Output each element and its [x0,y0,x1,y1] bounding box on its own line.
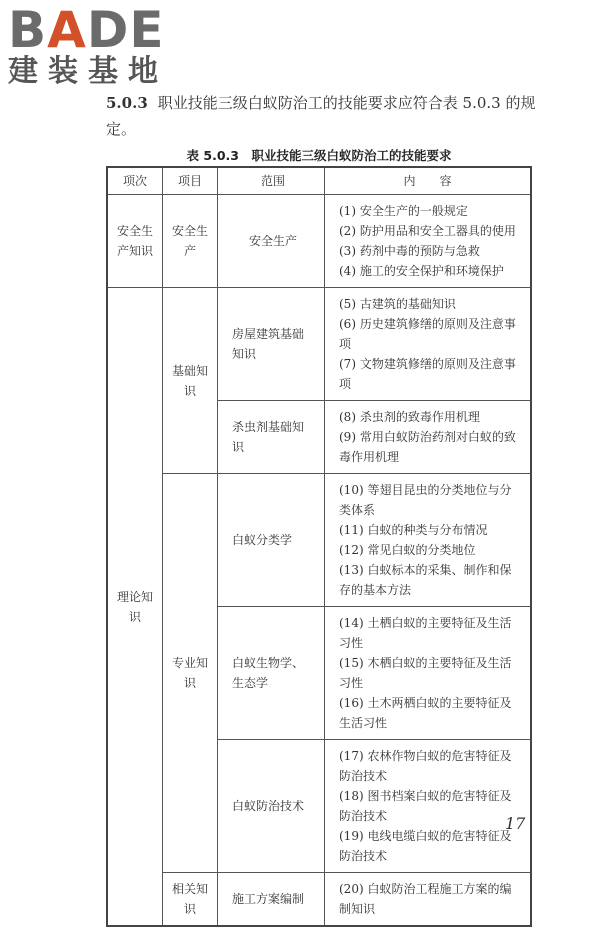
content-item: (19) 电线电缆白蚁的危害特征及防治技术 [339,829,512,863]
content-cell [325,474,532,607]
content-cell [325,195,532,288]
table-row [107,873,531,927]
clause-text: 职业技能三级白蚁防治工的技能要求应符合表 5.0.3 的规定。 [106,94,536,138]
content-item: (4) 施工的安全保护和环境保护 [339,264,504,278]
content-item: (9) 常用白蚁防治药剂对白蚁的致毒作用机理 [339,430,516,464]
category-cell: 理论知识 [107,288,163,927]
content-item: (20) 白蚁防治工程施工方案的编制知识 [339,882,512,916]
skills-table [106,166,532,927]
scope-cell: 施工方案编制 [218,873,325,927]
content-item: (10) 等翅目昆虫的分类地位与分类体系 [339,483,512,517]
content-item: (18) 图书档案白蚁的危害特征及防治技术 [339,789,512,823]
table-header-row [107,167,531,195]
content-cell [325,740,532,873]
header-scope: 范围 [218,167,325,195]
logo-letters-de: DE [86,1,165,59]
header-category: 项次 [107,167,163,195]
logo-subtitle: 建装基地 [8,54,168,89]
item-cell: 安全生产 [163,195,218,288]
scope-cell: 白蚁生物学、生态学 [218,607,325,740]
scope-cell: 安全生产 [218,195,325,288]
content-item: (11) 白蚁的种类与分布情况 [339,523,488,537]
content-cell [325,607,532,740]
content-item: (3) 药剂中毒的预防与急救 [339,244,480,258]
bade-logo [8,1,178,89]
item-cell: 基础知识 [163,288,218,474]
scope-cell: 杀虫剂基础知识 [218,401,325,474]
table-row [107,474,531,607]
table-row [107,195,531,288]
content-item: (12) 常见白蚁的分类地位 [339,543,476,557]
content-item: (13) 白蚁标本的采集、制作和保存的基本方法 [339,563,512,597]
logo-letter-a: A [47,1,87,59]
logo-letter-b: B [8,1,48,59]
item-cell: 专业知识 [163,474,218,873]
content-cell [325,401,532,474]
item-cell: 相关知识 [163,873,218,927]
table-row [107,288,531,401]
content-item: (14) 土栖白蚁的主要特征及生活习性 [339,616,512,650]
content-cell [325,288,532,401]
content-item: (1) 安全生产的一般规定 [339,204,468,218]
table-caption: 表 5.0.3 职业技能三级白蚁防治工的技能要求 [186,148,452,163]
content-item: (6) 历史建筑修缮的原则及注意事项 [339,317,516,351]
header-item: 项目 [163,167,218,195]
clause-number: 5.0.3 [106,94,148,112]
content-item: (7) 文物建筑修缮的原则及注意事项 [339,357,516,391]
logo-wordmark [8,1,178,59]
content-item: (5) 古建筑的基础知识 [339,297,456,311]
content-item: (16) 土木两栖白蚁的主要特征及生活习性 [339,696,512,730]
clause-paragraph [106,90,546,142]
content-cell [325,873,532,927]
content-item: (17) 农林作物白蚁的危害特征及防治技术 [339,749,512,783]
content-item: (2) 防护用品和安全工器具的使用 [339,224,516,238]
page-number: 17 [505,814,526,833]
scope-cell: 房屋建筑基础知识 [218,288,325,401]
content-item: (15) 木栖白蚁的主要特征及生活习性 [339,656,512,690]
content-item: (8) 杀虫剂的致毒作用机理 [339,410,480,424]
scope-cell: 白蚁防治技术 [218,740,325,873]
header-content: 内 容 [325,167,532,195]
scope-cell: 白蚁分类学 [218,474,325,607]
category-cell: 安全生产知识 [107,195,163,288]
